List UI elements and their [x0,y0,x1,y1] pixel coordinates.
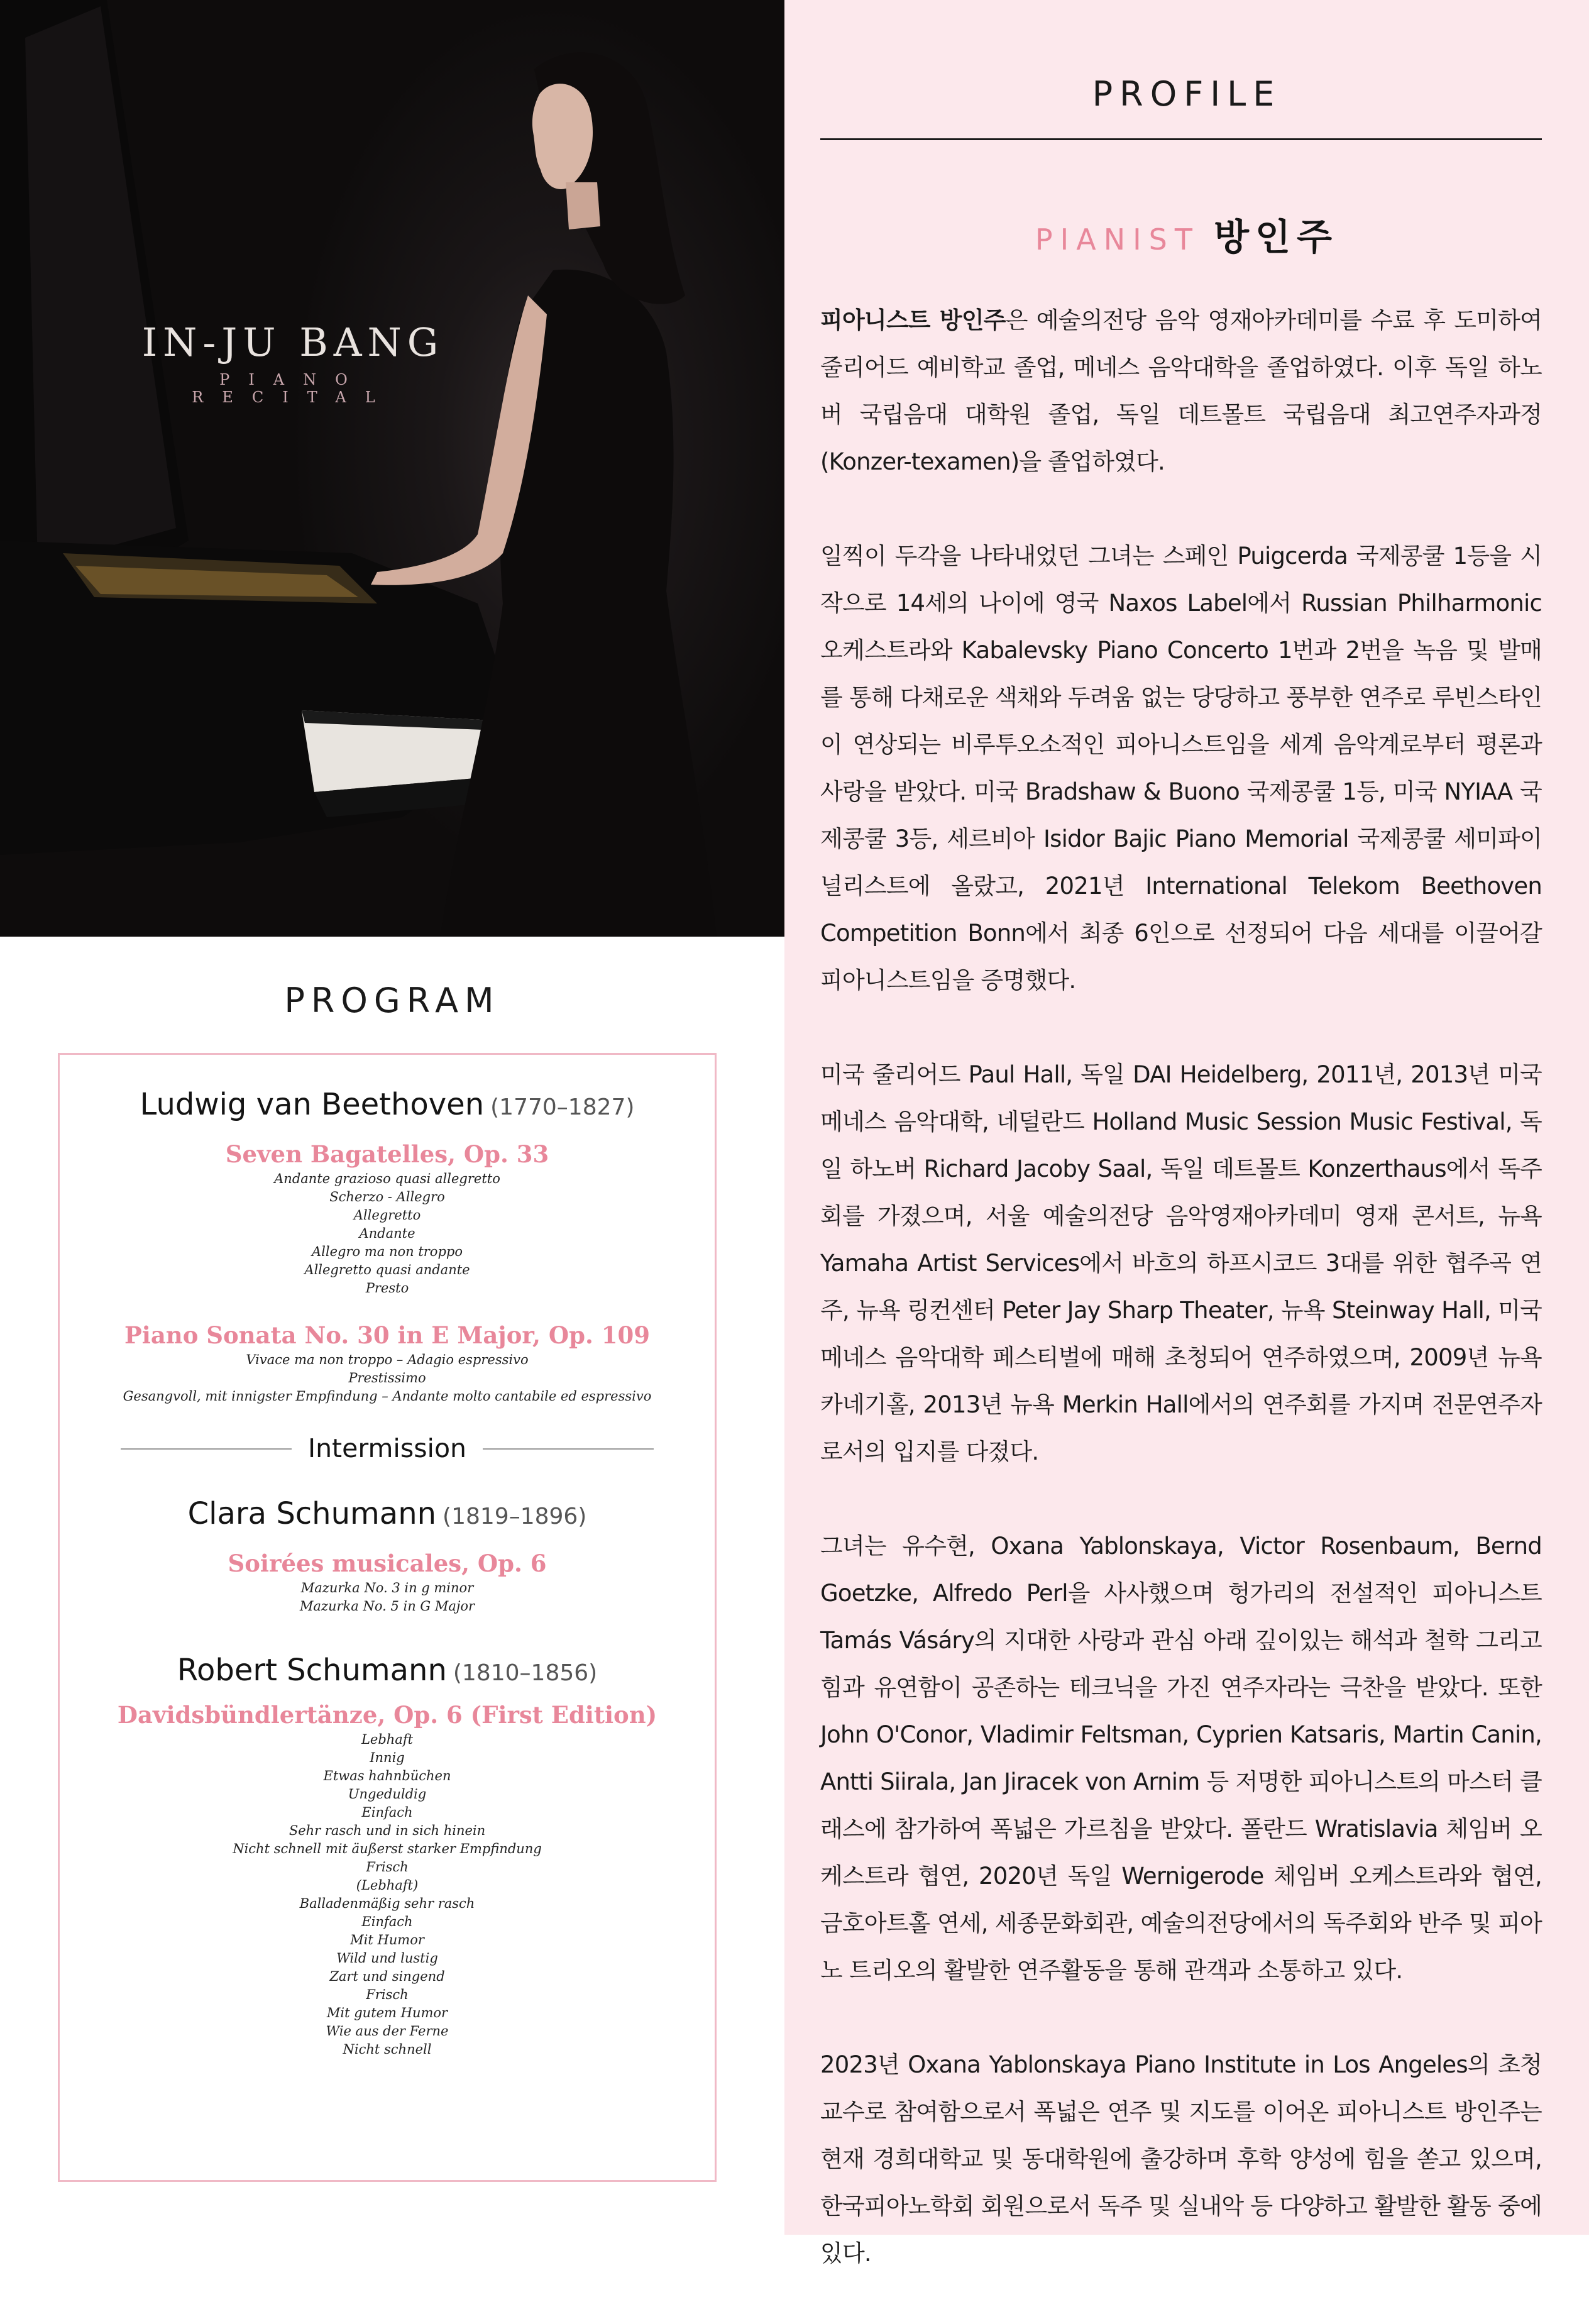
composer-beethoven [58,1086,717,1126]
biography [820,297,1542,2324]
movement-item: Sehr rasch und in sich hinein [289,1823,486,1838]
movement-item: Allegretto [353,1208,421,1223]
movement-item: Allegro ma non troppo [312,1244,463,1259]
movement-list [58,1170,717,1297]
cover-subtitle: PIANO RECITAL [192,371,394,406]
movement-list [58,1731,717,2059]
movement-item: Andante [359,1226,415,1241]
bio-paragraph [820,297,1542,485]
movement-item: Wie aus der Ferne [326,2024,449,2039]
movement-item: Mazurka No. 5 in G Major [299,1599,475,1614]
movement-list [58,1579,717,1616]
movement-item: Wild und lustig [336,1951,438,1966]
bio-paragraph [820,2041,1542,2277]
work-title: Piano Sonata No. 30 in E Major, Op. 109 [124,1321,651,1349]
composer-robert [58,1652,717,1692]
composer-name: Ludwig van Beethoven [140,1087,485,1122]
profile-divider [820,138,1542,140]
movement-item: Mit gutem Humor [326,2005,448,2020]
work-title: Soirées musicales, Op. 6 [228,1550,547,1577]
movement-item: (Lebhaft) [356,1878,419,1893]
intermission [58,1429,717,1467]
pianist-name: 방인주 [1213,216,1339,258]
work-title: Davidsbündlertänze, Op. 6 (First Edition) [117,1701,657,1729]
composer-years: (1770–1827) [490,1094,635,1120]
movement-item: Allegretto quasi andante [304,1262,470,1277]
movement-item: Vivace ma non troppo – Adagio espressivo [246,1352,529,1367]
bio-text: 미국 줄리어드 Paul Hall, 독일 DAI Heidelberg, 2011년, 2013년 미국 메네스 음악대학, 네덜란드 Holland Music Session Music Festival, 독일 하노버 Richard Jacoby Saal, 독일 데트몰트 Konzerthaus에서 독주회를 가졌으며, 서울 예술의전당 음악영재아카데미 영재 콘서트, 뉴욕 Yamaha Artist Services에서 바흐의 하프시코드 3대를 위한 협주곡 연주, 뉴욕 링컨센터 Peter Jay Sharp Theater, 뉴욕 Steinway Hall, 미국 메네스 음악대학 페스티벌에 매해 초청되어 연주하였으며, 2009년 뉴욕 카네기홀, 2013년 뉴욕 Merkin Hall에서의 연주회를 가지며 전문연주자로서의 입지를 다졌다. [820,1061,1542,1465]
bio-paragraph [820,1051,1542,1475]
movement-item: Prestissimo [348,1370,426,1385]
pianist-title [784,207,1589,260]
movement-item: Mazurka No. 3 in g minor [300,1580,474,1595]
pianist-label: PIANIST [1035,223,1200,256]
program-heading: PROGRAM [284,981,500,1020]
movement-item: Presto [365,1280,409,1296]
profile-heading: PROFILE [1092,74,1282,114]
pianist-illustration [0,0,784,937]
movement-item: Nicht schnell mit äußerst starker Empfindung [233,1841,542,1856]
movement-item: Einfach [361,1914,413,1929]
movement-item: Mit Humor [350,1932,424,1947]
intermission-rule-right [483,1448,654,1450]
movement-item: Frisch [366,1987,409,2002]
movement-item: Zart und singend [329,1969,445,1984]
movement-item: Balladenmäßig sehr rasch [299,1896,475,1911]
movement-item: Nicht schnell [343,2042,432,2057]
movement-item: Einfach [361,1805,413,1820]
movement-item: Etwas hahnbüchen [323,1768,451,1783]
movement-item: Scherzo - Allegro [329,1189,445,1204]
composer-clara [58,1495,717,1535]
bio-paragraph [820,532,1542,1004]
composer-years: (1819–1896) [443,1504,587,1529]
composer-name: Clara Schumann [187,1496,437,1531]
bio-text: 은 예술의전당 음악 영재아카데미를 수료 후 도미하여 줄리어드 예비학교 졸업, 메네스 음악대학을 졸업하였다. 이후 독일 하노버 국립음대 대학원 졸업, 독일 데트몰트 국립음대 최고연주자과정(Konzer-texamen)을 졸업하였다. [820,307,1542,475]
movement-item: Innig [370,1750,405,1765]
movement-item: Gesangvoll, mit innigster Empfindung – Andante molto cantabile ed espressivo [123,1389,652,1404]
composer-name: Robert Schumann [177,1653,447,1688]
movement-item: Ungeduldig [348,1787,427,1802]
composer-years: (1810–1856) [453,1660,598,1686]
movement-item: Andante grazioso quasi allegretto [274,1171,500,1186]
bio-text: 그녀는 유수현, Oxana Yablonskaya, Victor Rosenbaum, Bernd Goetzke, Alfredo Perl을 사사했으며 헝가리의 전설적인 피아니스트 Tamás Vásáry의 지대한 사랑과 관심 아래 깊이있는 해석과 철학 그리고 힘과 유연함이 공존하는 테크닉을 가진 연주자라는 극찬을 받았다. 또한 John O'Conor, Vladimir Feltsman, Cyprien Katsaris, Martin Canin, Antti Siirala, Jan Jiracek von Arnim 등 저명한 피아니스트의 마스터 클래스에 참가하여 폭넓은 가르침을 받았다. 폴란드 Wratislavia 체임버 오케스트라 협연, 2020년 독일 Wernigerode 체임버 오케스트라와 협연, 금호아트홀 연세, 세종문화회관, 예술의전당에서의 독주회와 반주 및 피아노 트리오의 활발한 연주활동을 통해 관객과 소통하고 있다. [820,1533,1542,1984]
work-title: Seven Bagatelles, Op. 33 [225,1140,549,1168]
movement-list [58,1351,717,1406]
bio-text: 2023년 Oxana Yablonskaya Piano Institute in Los Angeles의 초청 교수로 참여함으로서 폭넓은 연주 및 지도를 이어온 피아니스트 방인주는 현재 경희대학교 및 동대학원에 출강하며 후학 양성에 힘을 쏟고 있으며, 한국피아노학회 회원으로서 독주 및 실내악 등 다양하고 활발한 활동 중에 있다. [820,2051,1542,2267]
intermission-rule-left [121,1448,292,1450]
intermission-label: Intermission [307,1433,467,1463]
bio-text: 일찍이 두각을 나타내었던 그녀는 스페인 Puigcerda 국제콩쿨 1등을 시작으로 14세의 나이에 영국 Naxos Label에서 Russian Philharmonic 오케스트라와 Kabalevsky Piano Concerto 1번과 2번을 녹음 및 발매를 통해 다채로운 색채와 두려움 없는 당당하고 풍부한 연주로 루빈스타인이 연상되는 비루투오소적인 피아니스트임을 세계 음악계로부터 평론과 사랑을 받았다. 미국 Bradshaw & Buono 국제콩쿨 1등, 미국 NYIAA 국제콩쿨 3등, 세르비아 Isidor Bajic Piano Memorial 국제콩쿨 세미파이널리스트에 올랐고, 2021년 International Telekom Beethoven Competition Bonn에서 최종 6인으로 선정되어 다음 세대를 이끌어갈 피아니스트임을 증명했다. [820,542,1542,994]
movement-item: Lebhaft [361,1732,414,1747]
movement-item: Frisch [366,1859,409,1875]
cover-photo [0,0,784,937]
cover-title: IN-JU BANG [141,319,444,365]
program-list [58,1053,717,2059]
bio-lead: 피아니스트 방인주 [820,307,1006,334]
bio-paragraph [820,1523,1542,1994]
